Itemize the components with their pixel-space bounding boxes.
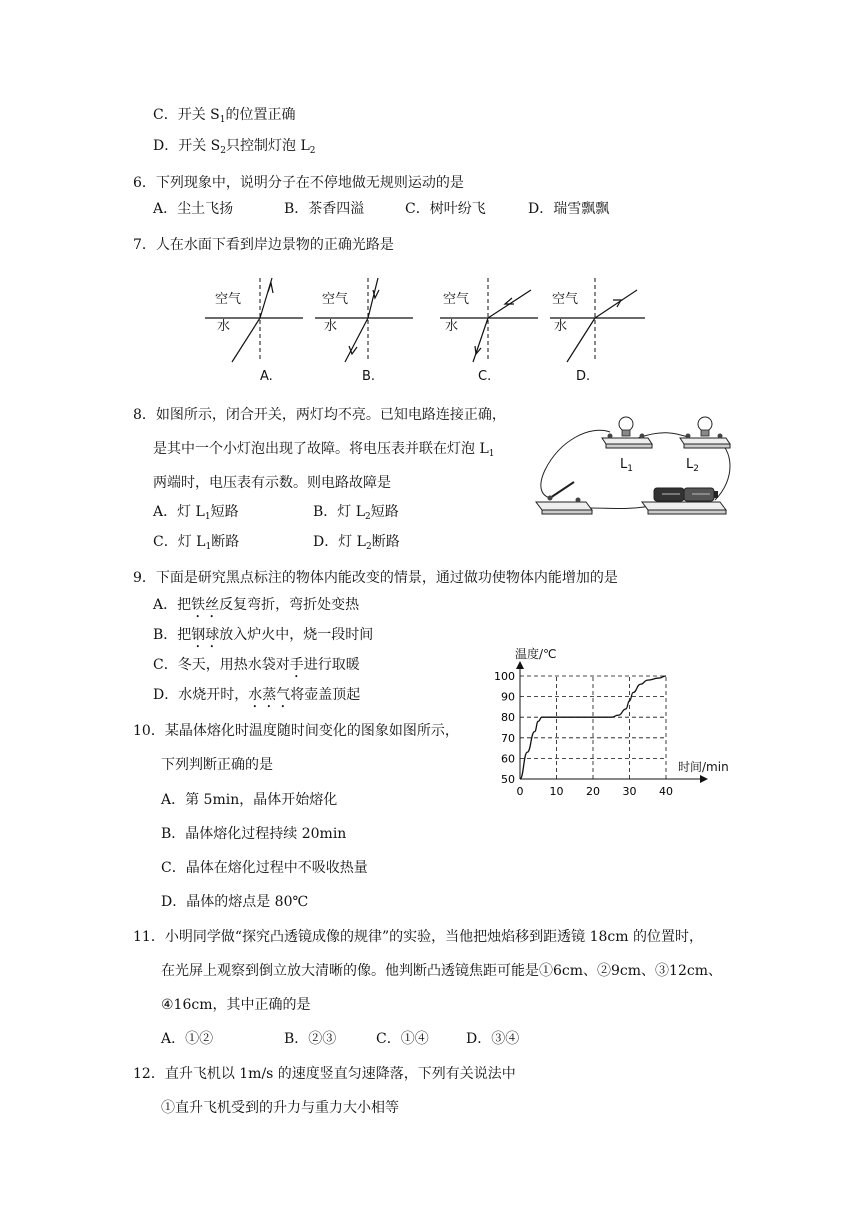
q7-label-d: D. (576, 369, 591, 384)
q10-option-b: B．晶体熔化过程持续 20min (161, 826, 347, 842)
q7-c-air-label: 空气 (443, 292, 470, 307)
q12-item-1: ①直升飞机受到的升力与重力大小相等 (161, 1100, 399, 1116)
q6-option-a: A．尘土飞扬 (153, 201, 234, 217)
q9-option-d: D．水烧开时，水蒸气将壶盖顶起 (153, 687, 361, 703)
chart-x-tick-label: 10 (549, 785, 564, 798)
melting-chart (485, 642, 745, 802)
q8-option-c: C．灯 $L_1$断路 (153, 534, 240, 552)
q7-label-a: A. (260, 369, 273, 384)
q11-option-c: C．①④ (376, 1031, 429, 1047)
lamp-l1 (602, 417, 652, 448)
battery (642, 488, 726, 514)
chart-x-tick-label: 20 (586, 785, 600, 798)
chart-y-tick-label: 100 (494, 670, 515, 683)
q11-stem-line3: ④16cm，其中正确的是 (161, 997, 311, 1013)
q7-b-water-label: 水 (324, 319, 338, 334)
q6-option-d: D．瑞雪飘飘 (528, 201, 610, 217)
q7-b-air-label: 空气 (322, 292, 349, 307)
q5-option-d: D．开关 $S_2$只控制灯泡 $L_2$ (153, 138, 316, 156)
q9-stem: 9．下面是研究黑点标注的物体内能改变的情景，通过做功使物体内能增加的是 (133, 570, 618, 586)
q6-option-c: C．树叶纷飞 (405, 201, 486, 217)
q11-stem-line2: 在光屏上观察到倒立放大清晰的像。他判断凸透镜焦距可能是①6cm、②9cm、③12cm、 (161, 963, 722, 979)
lamp-l1-label: $L_1$ (620, 457, 633, 474)
chart-y-tick-label: 70 (501, 731, 515, 745)
chart-x-tick-label: 40 (659, 785, 673, 798)
q9-option-c: C．冬天，用热水袋对手进行取暖 (153, 657, 360, 673)
q7-label-c: C. (478, 369, 492, 384)
q6-option-b: B．茶香四溢 (284, 201, 365, 217)
q8-option-d: D．灯 $L_2$断路 (313, 534, 400, 552)
q7-d-water-label: 水 (554, 319, 568, 334)
q5-option-c: C．开关 $S_1$的位置正确 (153, 107, 296, 125)
chart-y-tick-label: 90 (501, 690, 515, 704)
q11-stem-line1: 11．小明同学做“探究凸透镜成像的规律”的实验，当他把烛焰移到距透镜 18cm 的位置时， (133, 929, 703, 945)
switch (536, 482, 592, 514)
q7-a-water-label: 水 (217, 319, 231, 334)
q10-stem-line2: 下列判断正确的是 (161, 757, 273, 773)
q12-stem: 12．直升飞机以 1m/s 的速度竖直匀速降落，下列有关说法中 (133, 1066, 516, 1082)
q10-stem-line1: 10．某晶体熔化时温度随时间变化的图象如图所示， (133, 723, 459, 739)
chart-xlabel: 时间/min (678, 760, 729, 774)
lamp-l2-label: $L_2$ (686, 457, 699, 474)
q7-c-water-label: 水 (445, 319, 459, 334)
q11-option-d: D．③④ (466, 1031, 520, 1047)
q11-option-b: B．②③ (284, 1031, 337, 1047)
q10-option-a: A．第 5min，晶体开始熔化 (161, 792, 338, 808)
q8-stem-line2: 是其中一个小灯泡出现了故障。将电压表并联在灯泡 $L_1$ (153, 441, 495, 459)
q9-option-b: B．把钢球放入炉火中，烧一段时间 (153, 627, 374, 643)
q7-stem: 7．人在水面下看到岸边景物的正确光路是 (133, 237, 394, 253)
chart-x-tick-label: 0 (516, 785, 524, 798)
q8-stem-line1: 8．如图所示，闭合开关，两灯均不亮。已知电路连接正确， (133, 407, 506, 423)
q10-option-d: D．晶体的熔点是 80℃ (161, 894, 309, 910)
q11-option-a: A．①② (161, 1031, 214, 1047)
q8-circuit-figure (530, 410, 740, 522)
chart-x-tick-label: 30 (622, 785, 637, 798)
q7-a-air-label: 空气 (215, 292, 242, 307)
q8-stem-line3: 两端时，电压表有示数。则电路故障是 (153, 475, 391, 491)
q9-option-a: A．把铁丝反复弯折，弯折处变热 (153, 597, 360, 613)
q7-d-air-label: 空气 (552, 292, 579, 307)
lamp-l2 (680, 417, 730, 448)
q8-option-a: A．灯 $L_1$短路 (153, 504, 239, 522)
chart-y-tick-label: 50 (501, 773, 515, 786)
q7-label-b: B. (362, 369, 376, 384)
q6-stem: 6．下列现象中，说明分子在不停地做无规则运动的是 (133, 175, 464, 191)
q8-option-b: B．灯 $L_2$短路 (313, 504, 399, 522)
chart-ylabel: 温度/℃ (515, 647, 557, 661)
q10-option-c: C．晶体在熔化过程中不吸收热量 (161, 860, 368, 876)
chart-y-tick-label: 80 (501, 711, 515, 725)
chart-y-tick-label: 60 (501, 752, 515, 766)
